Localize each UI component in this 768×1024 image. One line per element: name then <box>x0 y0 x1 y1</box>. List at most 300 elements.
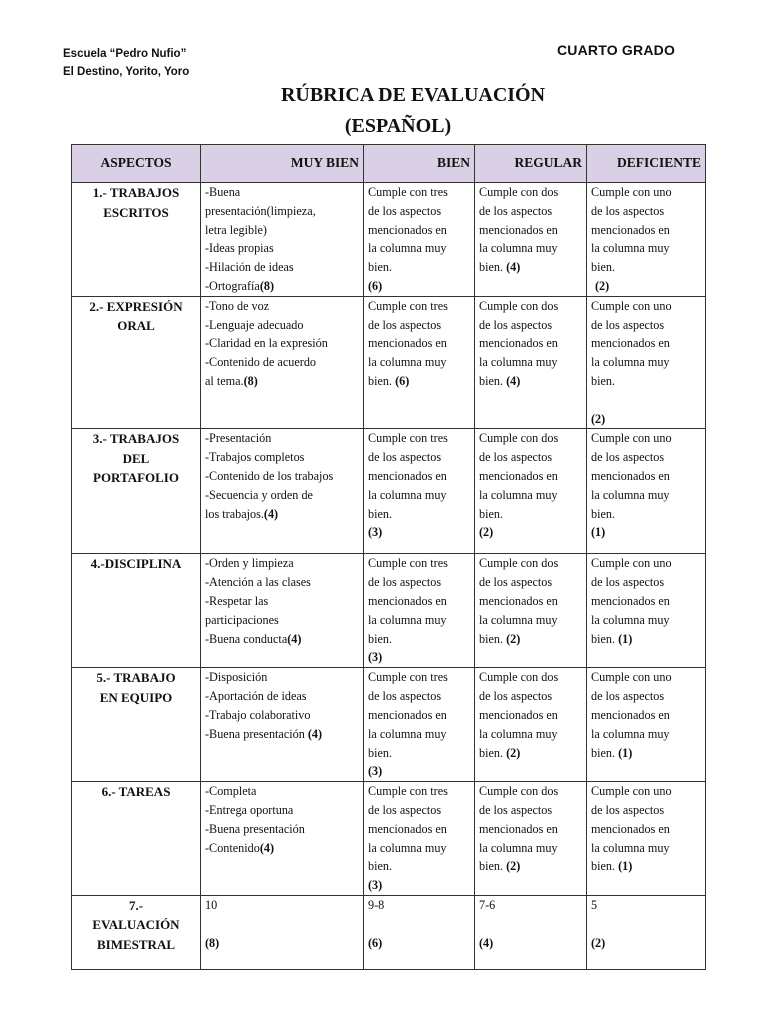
cell-text-line <box>368 258 470 277</box>
cell-text-line <box>479 486 582 505</box>
rubric-body <box>72 183 706 970</box>
cell-text-line <box>591 857 701 876</box>
cell-text: de los aspectos <box>479 203 553 218</box>
document-subtitle: (ESPAÑOL) <box>344 115 452 137</box>
cell-text-line <box>591 221 701 240</box>
cell-text: Cumple con uno <box>591 670 672 685</box>
cell-text-line <box>205 239 359 258</box>
school-location: El Destino, Yorito, Yoro <box>63 66 190 78</box>
cell-text-line <box>479 820 582 839</box>
cell-text: la columna muy <box>479 612 558 627</box>
cell-text: Cumple con tres <box>368 185 448 199</box>
cell-text-line <box>479 839 582 858</box>
cell-text-line <box>368 687 470 706</box>
cell-text-line <box>368 782 470 801</box>
cell-regular <box>475 183 587 297</box>
cell-text-line <box>479 857 582 876</box>
cell-bien <box>364 668 475 782</box>
cell-muy-bien <box>201 296 364 429</box>
cell-text: mencionados en <box>368 593 447 608</box>
cell-text-line <box>591 934 701 953</box>
cell-text-line <box>591 410 701 429</box>
cell-text-line <box>368 876 470 895</box>
cell-text: bien. <box>591 506 616 521</box>
cell-text: la columna muy <box>368 840 447 855</box>
cell-text: -Respetar las <box>205 593 269 608</box>
cell-text-line <box>368 448 470 467</box>
cell-text: mencionados en <box>479 593 558 608</box>
cell-text: la columna muy <box>368 241 447 256</box>
cell-text: 9-8 <box>368 897 385 912</box>
points-value: (2) <box>506 745 521 760</box>
cell-text-line <box>368 934 470 953</box>
cell-text: -Orden y limpieza <box>205 556 294 571</box>
cell-text-line <box>479 573 582 592</box>
cell-deficiente <box>587 554 706 668</box>
cell-text-line <box>368 505 470 524</box>
cell-text: participaciones <box>205 612 279 627</box>
cell-text-line <box>479 744 582 763</box>
spacer <box>591 391 701 410</box>
cell-text: bien. <box>479 859 504 874</box>
cell-text: Cumple con dos <box>479 556 559 571</box>
cell-text-line <box>205 448 359 467</box>
aspect-label-line: EVALUACIÓN <box>92 917 180 933</box>
cell-text: -Presentación <box>205 431 272 446</box>
column-header-aspectos: ASPECTOS <box>72 145 201 183</box>
cell-bien <box>364 782 475 896</box>
cell-text-line <box>479 505 582 524</box>
cell-text-line <box>368 896 470 915</box>
cell-text-line <box>368 762 470 781</box>
cell-deficiente <box>587 429 706 554</box>
cell-text: -Completa <box>205 784 257 799</box>
cell-text-line <box>479 202 582 221</box>
cell-text: mencionados en <box>479 821 558 836</box>
cell-text-line <box>205 467 359 486</box>
cell-text-line <box>479 334 582 353</box>
spacer <box>368 915 470 934</box>
cell-text: bien. <box>591 859 616 874</box>
cell-text-line <box>205 725 359 744</box>
cell-text-line <box>368 486 470 505</box>
cell-text: Cumple con tres <box>368 784 448 799</box>
cell-text: de los aspectos <box>479 689 553 704</box>
cell-bien <box>364 429 475 554</box>
cell-text: mencionados en <box>591 821 670 836</box>
cell-text: Cumple con tres <box>368 556 448 571</box>
cell-text-line <box>479 592 582 611</box>
aspect-label-line: EN EQUIPO <box>99 689 173 705</box>
cell-text-line <box>205 277 359 296</box>
cell-text-line <box>479 221 582 240</box>
cell-text: mencionados en <box>479 468 558 483</box>
aspect-label-line: 3.- TRABAJOS <box>92 431 180 447</box>
cell-text: de los aspectos <box>479 802 553 817</box>
rubric-table <box>71 144 706 970</box>
cell-text: la columna muy <box>591 355 670 370</box>
cell-text-line <box>368 239 470 258</box>
cell-text: bien. <box>368 631 393 646</box>
cell-text: de los aspectos <box>591 450 665 465</box>
cell-text-line <box>205 429 359 448</box>
cell-text: -Trabajo colaborativo <box>205 707 311 722</box>
aspect-label-line: ESCRITOS <box>103 204 169 220</box>
cell-text-line <box>368 221 470 240</box>
cell-regular <box>475 668 587 782</box>
cell-text: -Disposición <box>205 670 268 685</box>
cell-text: la columna muy <box>479 726 558 741</box>
table-row <box>72 429 706 554</box>
cell-text-line <box>479 353 582 372</box>
cell-text: la columna muy <box>591 487 670 502</box>
cell-text-line <box>591 782 701 801</box>
cell-text-line <box>591 687 701 706</box>
cell-text-line <box>591 239 701 258</box>
cell-text: bien. <box>591 373 616 388</box>
cell-text: -Contenido de acuerdo <box>205 355 317 370</box>
cell-text-line <box>591 523 701 542</box>
aspect-label-line: 1.- TRABAJOS <box>92 185 180 200</box>
cell-text: mencionados en <box>479 707 558 722</box>
cell-text-line <box>479 554 582 573</box>
cell-text-line <box>368 725 470 744</box>
school-info <box>63 45 189 81</box>
cell-text-line <box>205 801 359 820</box>
cell-text-line <box>591 706 701 725</box>
aspect-label-line: 4.-DISCIPLINA <box>90 556 182 572</box>
points-value: (3) <box>368 764 383 779</box>
header-row <box>72 145 706 183</box>
cell-text: -Atención a las clases <box>205 575 311 590</box>
cell-text-line <box>591 202 701 221</box>
cell-text-line <box>591 334 701 353</box>
cell-regular <box>475 429 587 554</box>
cell-text-line <box>591 316 701 335</box>
points-value: (3) <box>368 525 383 540</box>
points-value: (1) <box>591 525 606 540</box>
points-value: (4) <box>287 631 302 646</box>
column-header-bien: BIEN <box>364 145 475 183</box>
cell-text-line <box>591 353 701 372</box>
cell-text: bien. <box>479 631 504 646</box>
cell-text: Cumple con tres <box>368 670 448 685</box>
cell-text-line <box>591 297 701 316</box>
aspect-label-line: DEL <box>122 450 150 466</box>
points-value: (4) <box>263 506 279 521</box>
cell-text-line <box>368 554 470 573</box>
cell-text-line <box>205 592 359 611</box>
cell-bien <box>364 554 475 668</box>
cell-text: mencionados en <box>368 468 447 483</box>
cell-deficiente <box>587 782 706 896</box>
cell-text-line <box>368 592 470 611</box>
cell-text: presentación(limpieza, <box>205 203 316 218</box>
cell-text: la columna muy <box>479 840 558 855</box>
cell-text: Cumple con uno <box>591 185 672 199</box>
aspect-label-line: PORTAFOLIO <box>93 470 179 486</box>
cell-text-line <box>591 630 701 649</box>
spacer <box>591 915 701 934</box>
cell-regular <box>475 296 587 429</box>
cell-text: -Tono de voz <box>205 298 270 313</box>
cell-text-line <box>591 801 701 820</box>
column-header-regular: REGULAR <box>475 145 587 183</box>
points-value: (4) <box>479 935 494 950</box>
cell-text-line <box>591 467 701 486</box>
cell-text: -Ideas propias <box>205 241 274 256</box>
cell-deficiente <box>587 183 706 297</box>
points-value: (6) <box>368 278 383 293</box>
cell-text: -Claridad en la expresión <box>205 336 328 351</box>
cell-text-line <box>479 258 582 277</box>
cell-text-line <box>479 297 582 316</box>
points-value: (3) <box>368 650 383 665</box>
cell-text-line <box>479 467 582 486</box>
cell-text: mencionados en <box>591 336 670 351</box>
cell-text-line <box>479 448 582 467</box>
cell-text: Cumple con tres <box>368 298 448 313</box>
cell-text-line <box>368 573 470 592</box>
cell-text: mencionados en <box>591 468 670 483</box>
cell-text-line <box>591 554 701 573</box>
points-value: (1) <box>618 745 633 760</box>
cell-text: Cumple con dos <box>479 298 559 313</box>
spacer <box>479 915 582 934</box>
points-value: (6) <box>395 373 410 388</box>
cell-text: Cumple con uno <box>591 431 672 446</box>
cell-text-line <box>205 334 359 353</box>
aspect-label-line: 2.- EXPRESIÓN <box>89 298 183 314</box>
cell-text-line <box>205 505 359 524</box>
aspect-label-line: ORAL <box>117 318 155 334</box>
cell-text: de los aspectos <box>479 317 553 332</box>
grade-label: CUARTO GRADO <box>557 42 676 58</box>
cell-text: bien. <box>591 745 616 760</box>
cell-text-line <box>205 372 359 391</box>
cell-text: de los aspectos <box>479 575 553 590</box>
table-row <box>72 183 706 297</box>
cell-text: mencionados en <box>368 222 447 237</box>
points-value: (1) <box>618 859 633 874</box>
cell-text: 7-6 <box>479 897 496 912</box>
cell-text: la columna muy <box>368 612 447 627</box>
cell-text: bien. <box>479 506 504 521</box>
cell-text: -Aportación de ideas <box>205 689 307 704</box>
cell-text-line <box>591 611 701 630</box>
cell-regular <box>475 895 587 969</box>
cell-text: de los aspectos <box>591 689 665 704</box>
cell-text: de los aspectos <box>591 317 665 332</box>
cell-text: mencionados en <box>591 707 670 722</box>
cell-text-line <box>368 334 470 353</box>
cell-text-line <box>591 486 701 505</box>
cell-text: de los aspectos <box>591 203 665 218</box>
cell-text-line <box>205 316 359 335</box>
document-title: RÚBRICA DE EVALUACIÓN <box>280 84 546 106</box>
spacer <box>205 915 359 934</box>
cell-text-line <box>479 687 582 706</box>
cell-text-line <box>591 277 701 296</box>
cell-text: -Lenguaje adecuado <box>205 317 304 332</box>
points-value: (4) <box>506 373 521 388</box>
column-header-deficiente: DEFICIENTE <box>587 145 706 183</box>
cell-aspect <box>72 429 201 554</box>
cell-bien <box>364 296 475 429</box>
cell-text: al tema. <box>205 373 244 388</box>
cell-text: -Entrega oportuna <box>205 802 294 817</box>
cell-text-line <box>205 183 359 202</box>
aspect-label-line: 5.- TRABAJO <box>96 670 176 686</box>
cell-text-line <box>205 258 359 277</box>
points-value: (4) <box>506 260 521 275</box>
cell-muy-bien <box>201 554 364 668</box>
cell-aspect <box>72 782 201 896</box>
table-row <box>72 554 706 668</box>
cell-text-line <box>479 316 582 335</box>
cell-text: bien. <box>591 260 616 275</box>
points-value: (2) <box>506 631 521 646</box>
cell-text-line <box>479 668 582 687</box>
cell-deficiente <box>587 895 706 969</box>
cell-text: -Buena <box>205 185 241 199</box>
cell-text-line <box>205 934 359 953</box>
cell-text-line <box>205 782 359 801</box>
cell-text-line <box>591 744 701 763</box>
cell-text-line <box>205 202 359 221</box>
cell-text: bien. <box>368 373 393 388</box>
cell-text: de los aspectos <box>591 802 665 817</box>
cell-text: la columna muy <box>591 241 670 256</box>
cell-text-line <box>205 297 359 316</box>
cell-text-line <box>205 611 359 630</box>
cell-text: mencionados en <box>368 707 447 722</box>
cell-text-line <box>368 668 470 687</box>
cell-text-line <box>368 277 470 296</box>
cell-text: la columna muy <box>479 355 558 370</box>
cell-text: mencionados en <box>368 821 447 836</box>
cell-text-line <box>479 801 582 820</box>
cell-text: bien. <box>591 631 616 646</box>
cell-text-line <box>368 183 470 202</box>
cell-text-line <box>368 839 470 858</box>
cell-deficiente <box>587 296 706 429</box>
cell-bien <box>364 895 475 969</box>
cell-text-line <box>205 573 359 592</box>
cell-text: 5 <box>591 897 598 912</box>
cell-text: 10 <box>205 897 218 912</box>
cell-text: de los aspectos <box>368 317 442 332</box>
cell-text-line <box>368 611 470 630</box>
cell-muy-bien <box>201 429 364 554</box>
cell-text-line <box>591 258 701 277</box>
aspect-label-line: 7.- <box>128 897 144 913</box>
cell-text: Cumple con uno <box>591 784 672 799</box>
cell-text: de los aspectos <box>368 203 442 218</box>
cell-text-line <box>205 839 359 858</box>
cell-text: -Hilación de ideas <box>205 260 294 275</box>
cell-text: bien. <box>479 260 504 275</box>
cell-text-line <box>479 725 582 744</box>
cell-text: letra legible) <box>205 222 267 237</box>
cell-text-line <box>479 372 582 391</box>
cell-text-line <box>205 554 359 573</box>
points-value: (2) <box>591 935 606 950</box>
cell-text: bien. <box>479 745 504 760</box>
cell-text: -Buena presentación <box>205 726 308 741</box>
cell-text: de los aspectos <box>368 450 442 465</box>
cell-text-line <box>368 297 470 316</box>
cell-text-line <box>591 372 701 391</box>
cell-text: bien. <box>368 745 393 760</box>
cell-bien <box>364 183 475 297</box>
cell-aspect <box>72 296 201 429</box>
cell-text-line <box>591 820 701 839</box>
points-value: (2) <box>506 859 521 874</box>
cell-text-line <box>479 183 582 202</box>
cell-text: Cumple con tres <box>368 431 448 446</box>
cell-text-line <box>205 486 359 505</box>
points-value: (2) <box>479 525 494 540</box>
cell-text-line <box>368 744 470 763</box>
points-value: (4) <box>259 840 275 855</box>
cell-text-line <box>368 820 470 839</box>
cell-text: mencionados en <box>591 222 670 237</box>
cell-text-line <box>205 820 359 839</box>
cell-text-line <box>205 630 359 649</box>
cell-text: -Contenido <box>205 840 260 855</box>
cell-text-line <box>479 429 582 448</box>
table-row <box>72 296 706 429</box>
cell-text: la columna muy <box>368 487 447 502</box>
cell-aspect <box>72 668 201 782</box>
points-value: (8) <box>205 935 220 950</box>
cell-text: Cumple con dos <box>479 784 559 799</box>
cell-text-line <box>205 353 359 372</box>
cell-text-line <box>205 896 359 915</box>
cell-text: de los aspectos <box>368 689 442 704</box>
cell-text: bien. <box>368 260 393 275</box>
cell-text-line <box>591 839 701 858</box>
cell-text: de los aspectos <box>591 575 665 590</box>
cell-text: Cumple con dos <box>479 670 559 685</box>
school-name: Escuela “Pedro Nufio” <box>63 48 187 60</box>
cell-muy-bien <box>201 183 364 297</box>
cell-muy-bien <box>201 782 364 896</box>
points-value: (6) <box>368 935 383 950</box>
points-value: (2) <box>591 411 606 426</box>
cell-text: mencionados en <box>591 593 670 608</box>
points-value: (8) <box>259 278 275 293</box>
cell-text-line <box>205 221 359 240</box>
cell-text-line <box>591 429 701 448</box>
cell-text-line <box>479 239 582 258</box>
cell-text-line <box>368 706 470 725</box>
cell-text: -Buena conducta <box>205 631 288 646</box>
cell-regular <box>475 554 587 668</box>
cell-text: de los aspectos <box>368 802 442 817</box>
points-value: (1) <box>618 631 633 646</box>
cell-text: bien. <box>368 506 393 521</box>
cell-text-line <box>479 896 582 915</box>
cell-text-line <box>591 448 701 467</box>
cell-text: la columna muy <box>591 840 670 855</box>
column-header-muy-bien: MUY BIEN <box>201 145 364 183</box>
cell-text: Cumple con dos <box>479 185 559 199</box>
cell-text: Cumple con uno <box>591 556 672 571</box>
cell-text: bien. <box>368 859 393 874</box>
cell-text: bien. <box>479 373 504 388</box>
